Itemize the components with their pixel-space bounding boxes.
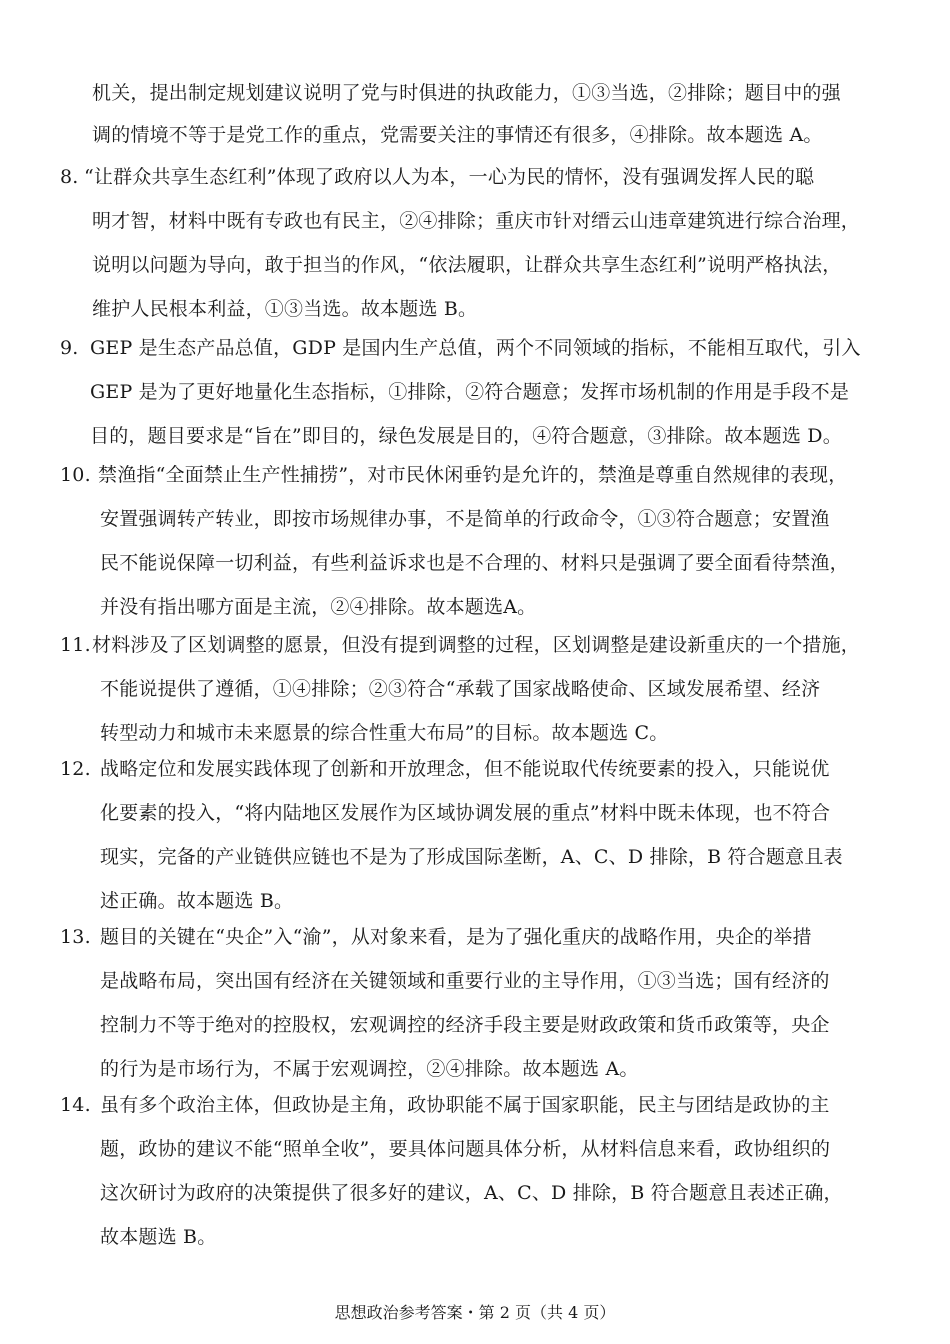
item-number: 14. xyxy=(60,1094,91,1116)
text-line: 安置强调转产转业，即按市场规律办事，不是简单的行政命令，①③符合题意；安置渔 xyxy=(100,508,830,530)
item-number: 9. xyxy=(60,337,79,359)
item-number: 11. xyxy=(60,634,91,656)
text-line: 目的，题目要求是“旨在”即目的，绿色发展是目的，④符合题意，③排除。故本题选 D。 xyxy=(90,425,842,447)
text-line: 现实，完备的产业链供应链也不是为了形成国际垄断，A、C、D 排除，B 符合题意且表 xyxy=(100,846,843,868)
text-line: 这次研讨为政府的决策提供了很多好的建议，A、C、D 排除，B 符合题意且表述正确， xyxy=(100,1182,843,1204)
text-line: 题，政协的建议不能“照单全收”，要具体问题具体分析，从材料信息来看，政协组织的 xyxy=(100,1138,831,1160)
text-line: 化要素的投入，“将内陆地区发展作为区域协调发展的重点”材料中既未体现，也不符合 xyxy=(100,802,831,824)
answer-item-8 xyxy=(60,162,890,330)
answer-item-14 xyxy=(60,1090,890,1258)
text-line: 说明以问题为导向，敢于担当的作风，“依法履职，让群众共享生态红利”说明严格执法， xyxy=(92,254,842,276)
text-line: GEP 是生态产品总值，GDP 是国内生产总值，两个不同领域的指标，不能相互取代，引入 xyxy=(90,337,861,359)
text-line: 明才智，材料中既有专政也有民主，②④排除；重庆市针对缙云山违章建筑进行综合治理， xyxy=(92,210,861,232)
text-line: 材料涉及了区划调整的愿景，但没有提到调整的过程，区划调整是建设新重庆的一个措施， xyxy=(92,634,861,656)
text-line: 禁渔指“全面禁止生产性捕捞”，对市民休闲垂钓是允许的，禁渔是尊重自然规律的表现， xyxy=(98,464,848,486)
text-line: 转型动力和城市未来愿景的综合性重大布局”的目标。故本题选 C。 xyxy=(100,722,669,744)
page-footer: 思想政治参考答案・第 2 页（共 4 页） xyxy=(334,1303,616,1322)
text-line: 述正确。故本题选 B。 xyxy=(100,890,294,912)
text-line: 不能说提供了遵循，①④排除；②③符合“承载了国家战略使命、区域发展希望、经济 xyxy=(100,678,821,700)
text-line: 是战略布局，突出国有经济在关键领域和重要行业的主导作用，①③当选；国有经济的 xyxy=(100,970,830,992)
text-line: 调的情境不等于是党工作的重点，党需要关注的事情还有很多，④排除。故本题选 A。 xyxy=(92,124,823,146)
item-number: 10. xyxy=(60,464,91,486)
continuation-block xyxy=(60,78,890,158)
text-line: 题目的关键在“央企”入“渝”，从对象来看，是为了强化重庆的战略作用，央企的举措 xyxy=(100,926,812,948)
answer-item-13 xyxy=(60,922,890,1090)
text-line: 的行为是市场行为，不属于宏观调控，②④排除。故本题选 A。 xyxy=(100,1058,639,1080)
text-line: 战略定位和发展实践体现了创新和开放理念，但不能说取代传统要素的投入，只能说优 xyxy=(100,758,830,780)
text-line: “让群众共享生态红利”体现了政府以人为本，一心为民的情怀，没有强调发挥人民的聪 xyxy=(84,166,815,188)
text-line: 控制力不等于绝对的控股权，宏观调控的经济手段主要是财政政策和货币政策等，央企 xyxy=(100,1014,830,1036)
item-number: 13. xyxy=(60,926,91,948)
answer-item-10 xyxy=(60,460,890,628)
text-line: 故本题选 B。 xyxy=(100,1226,217,1248)
text-line: 维护人民根本利益，①③当选。故本题选 B。 xyxy=(92,298,478,320)
text-line: 并没有指出哪方面是主流，②④排除。故本题选A。 xyxy=(100,596,537,618)
text-line: 民不能说保障一切利益，有些利益诉求也是不合理的、材料只是强调了要全面看待禁渔， xyxy=(100,552,849,574)
text-line: 机关，提出制定规划建议说明了党与时俱进的执政能力，①③当选，②排除；题目中的强 xyxy=(92,82,841,104)
answer-item-12 xyxy=(60,754,890,922)
answer-item-9 xyxy=(60,333,890,457)
text-line: 虽有多个政治主体，但政协是主角，政协职能不属于国家职能，民主与团结是政协的主 xyxy=(100,1094,830,1116)
item-number: 8. xyxy=(60,166,79,188)
answer-item-11 xyxy=(60,630,890,754)
item-number: 12. xyxy=(60,758,91,780)
text-line: GEP 是为了更好地量化生态指标，①排除，②符合题意；发挥市场机制的作用是手段不是 xyxy=(90,381,850,403)
